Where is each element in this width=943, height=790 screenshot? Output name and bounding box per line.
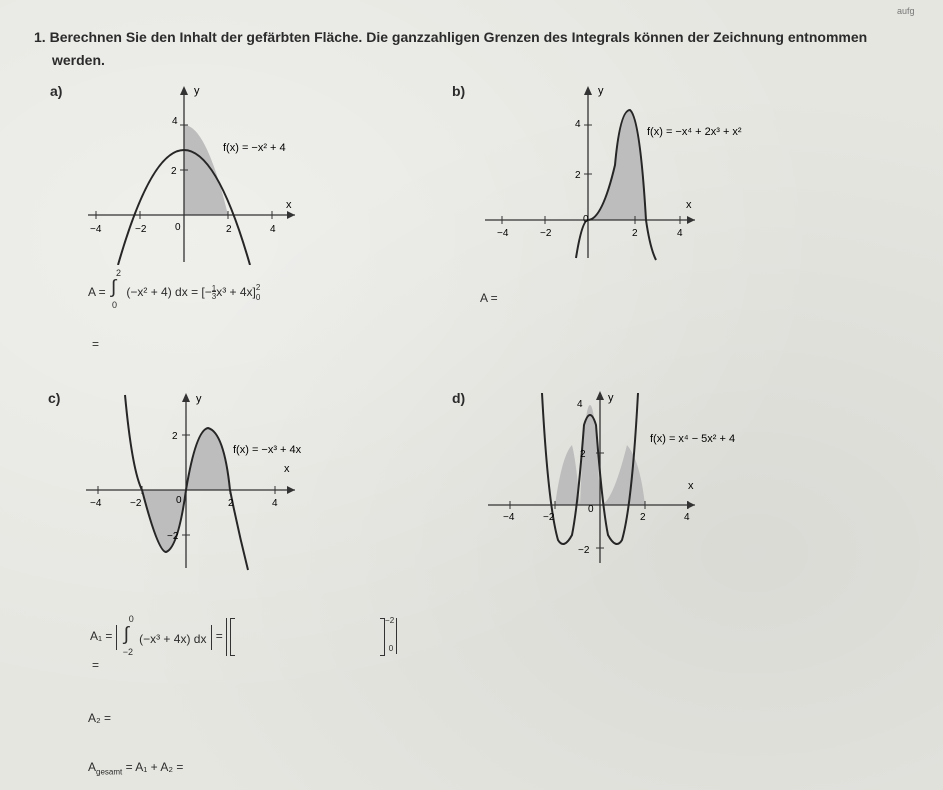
integral-lower-bound: 0 [112,300,118,310]
part-c-a1-formula [90,613,399,657]
eval-bracket [226,618,399,656]
graph-b-tick-label: −4 [497,228,509,239]
graph-a-tick-label: 4 [270,224,276,235]
graph-d-tick-label: −2 [543,512,555,523]
graph-b-tick-label: 2 [632,228,638,239]
total-lhs: A [88,760,97,774]
graph-d-tick-label: 2 [640,512,646,523]
formula-c-integrand: (−x³ + 4x) dx [139,631,207,646]
graph-c-y-label: y [196,393,202,405]
graph-b-tick-label: 2 [575,170,581,181]
task-instruction [34,29,867,45]
graph-a-tick-label: 2 [226,224,232,235]
eval-lower: 0 [255,292,261,302]
graph-a-shaded-area [184,125,228,215]
integral-upper-bound: 0 [128,613,134,624]
graph-c-tick-label: −4 [90,498,102,509]
total-rhs: = A₁ + A₂ = [125,760,184,774]
graph-c-tick-label: −2 [167,531,179,542]
integral-upper-bound: 2 [116,268,122,278]
formula-a-integrand: (−x² + 4) dx = [− [126,285,212,299]
graph-d-y-label: y [608,392,614,404]
graph-b-tick-label: −2 [540,228,552,239]
integral-lower-bound: −2 [122,646,134,657]
frac-den: 3 [211,291,217,301]
formula-a-lhs: A = [88,285,106,299]
graph-c-x-label: x [284,463,290,475]
graph-c-tick-label: 4 [272,498,278,509]
graph-a-x-label: x [286,199,292,211]
graph-a-tick-label: 2 [171,166,177,177]
eval-lower: 0 [388,644,394,653]
part-a-formula [88,268,261,310]
integral-sign: ∫ 2 0 [111,268,122,310]
part-c-a2: A₂ = [88,711,112,725]
graph-a-x-arrow [287,211,295,219]
graph-a-tick-label: −4 [90,224,102,235]
graph-c-y-arrow [182,393,190,402]
part-b-label: b) [452,83,466,99]
graph-c [80,390,340,575]
graph-d [480,385,780,570]
part-a-label: a) [50,83,63,99]
graph-d-tick-label: 0 [588,504,594,515]
graph-a-tick-label: −2 [135,224,147,235]
abs-value-bracket [116,613,213,657]
graph-c-x-arrow [287,486,295,494]
part-c-label: c) [48,390,61,406]
frac-num: 1 [211,283,217,293]
part-c-total [88,760,183,776]
graph-d-function-label: f(x) = x⁴ − 5x² + 4 [650,433,736,445]
part-d-label: d) [452,390,466,406]
graph-b-tick-label: 0 [583,214,589,225]
graph-d-shaded-area [555,445,580,505]
graph-a-tick-label: 0 [175,222,181,233]
total-sub: gesamt [96,767,123,777]
graph-d-tick-label: 4 [684,512,690,523]
graph-b-function-label: f(x) = −x⁴ + 2x³ + x² [647,126,742,138]
graph-d-tick-label: 2 [580,449,586,460]
graph-a-function-label: f(x) = −x² + 4 [223,142,286,154]
part-c-next-line: = [92,658,100,672]
corner-mark: aufg [897,6,915,16]
formula-a-rest: x³ + 4x] [216,285,256,299]
graph-b-x-arrow [687,216,695,224]
task-text-line1: Berechnen Sie den Inhalt der gefärbten Fläche. Die ganzzahligen Grenzen des Integrals können der Zeichnung entnommen [49,29,868,45]
graph-b-y-label: y [598,85,604,97]
graph-d-tick-label: 4 [577,399,583,410]
graph-c-tick-label: 2 [228,498,234,509]
graph-d-tick-label: −2 [578,545,590,556]
part-a-next-line: = [92,337,100,351]
integral-sign: ∫ 0 −2 [122,613,134,657]
graph-c-tick-label: 0 [176,495,182,506]
graph-c-function-label: f(x) = −x³ + 4x [233,444,302,456]
graph-c-tick-label: 2 [172,431,178,442]
graph-b [480,80,780,265]
eval-upper: 2 [255,282,261,292]
eval-bounds [256,283,260,303]
graph-d-shaded-area [600,445,645,505]
graph-c-tick-label: −2 [130,498,142,509]
formula-c-lhs: A₁ = [90,629,113,644]
graph-b-tick-label: 4 [575,119,581,130]
graph-d-x-label: x [688,480,694,492]
task-text-line2: werden. [52,52,105,68]
task-number: 1. [34,29,46,45]
graph-d-tick-label: −4 [503,512,515,523]
graph-a-y-label: y [194,85,200,97]
graph-a [80,80,320,265]
graph-d-y-arrow [596,391,604,400]
part-b-formula: A = [480,291,498,305]
graph-b-y-arrow [584,86,592,95]
eval-upper: −2 [385,616,395,625]
graph-b-x-label: x [686,199,692,211]
graph-a-y-arrow [180,86,188,95]
formula-c-eq: = [215,629,223,644]
graph-b-tick-label: 4 [677,228,683,239]
graph-a-tick-label: 4 [172,116,178,127]
